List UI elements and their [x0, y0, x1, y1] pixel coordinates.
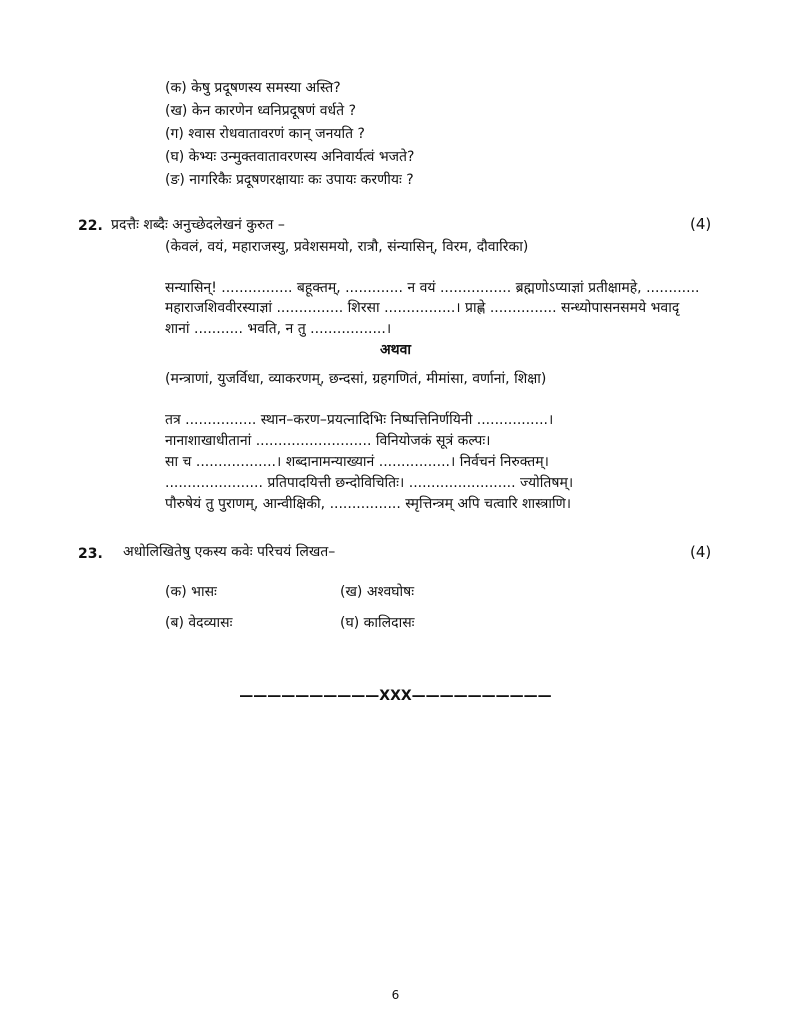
- q22-instruction: प्रदत्तैः शब्दैः अनुच्छेदलेखनं कुरुत –: [111, 217, 285, 233]
- q23-option-ka: (क) भासः: [165, 584, 217, 600]
- q22-alt-line-2: नानाशाखाधीतानां .......................... विनियोजकं सूत्रं कल्पः।: [165, 433, 491, 449]
- q21-subpart-ga: (ग) श्वास रोधवातावरणं कान् जनयति ?: [165, 126, 365, 142]
- q22-alt-line-1: तत्र ................ स्थान–करण–प्रयत्नादिभिः निष्पत्तिनिर्णयिनी ................।: [165, 412, 554, 428]
- q23-option-kha: (ख) अश्वघोषः: [340, 584, 415, 600]
- q21-subpart-gha: (घ) केभ्यः उन्मुक्तवातावरणस्य अनिवार्यत्वं भजते?: [165, 149, 415, 165]
- q22-alt-line-5: पौरुषेयं तु पुराणम्, आन्वीक्षिकी, ................ स्मृत्तिन्त्रम् अपि चत्वारि शास्त्राणि।: [165, 496, 571, 512]
- q22-alt-line-3: सा च ..................। शब्दानामन्याख्यानं ................। निर्वचनं निरुक्तम्।: [165, 454, 549, 470]
- end-marker: ——————————XXX——————————: [239, 688, 552, 704]
- q23-number: 23.: [78, 546, 103, 562]
- q22-number: 22.: [78, 218, 103, 234]
- q22-passage-line-1: सन्यासिन्! ................ बहूक्तम्, ............. न वयं ................ ब्रह्मणोऽप्याज्ञां प्रतीक्षामहे, ............: [165, 280, 700, 296]
- or-label: अथवा: [379, 342, 412, 358]
- q21-subpart-kha: (ख) केन कारणेन ध्वनिप्रदूषणं वर्धते ?: [165, 103, 357, 119]
- q22-passage-line-2: महाराजशिववीरस्याज्ञां ............... शिरसा ................। प्राह्णे ............... सन्ध्योपासनसमये भवादृ: [165, 300, 680, 316]
- q22-alt-word-bank: (मन्त्राणां, युजर्विधा, व्याकरणम्, छन्दसां, ग्रहगणितं, मीमांसा, वर्णानां, शिक्षा): [165, 371, 547, 387]
- q23-option-ba: (ब) वेदव्यासः: [165, 615, 233, 631]
- q21-subpart-ka: (क) केषु प्रदूषणस्य समस्या अस्ति?: [165, 80, 341, 96]
- q23-option-gha: (घ) कालिदासः: [340, 615, 415, 631]
- q22-alt-line-4: ...................... प्रतिपादयित्ती छन्दोविचितिः। ........................ ज्योतिषम्।: [165, 475, 574, 491]
- q22-word-bank: (केवलं, वयं, महाराजस्यु, प्रवेशसमयो, रात्रौ, संन्यासिन्, विरम, दौवारिका): [165, 239, 529, 255]
- q23-marks: (4): [690, 543, 712, 561]
- q22-marks: (4): [690, 215, 712, 233]
- page-number: 6: [391, 988, 400, 1002]
- q22-passage-line-3: शानां ........... भवति, न तु .................।: [165, 321, 392, 337]
- q23-instruction: अधोलिखितेषु एकस्य कवेः परिचयं लिखत–: [123, 544, 336, 560]
- q21-subpart-nga: (ङ) नागरिकैः प्रदूषणरक्षायाः कः उपायः करणीयः ?: [165, 172, 414, 188]
